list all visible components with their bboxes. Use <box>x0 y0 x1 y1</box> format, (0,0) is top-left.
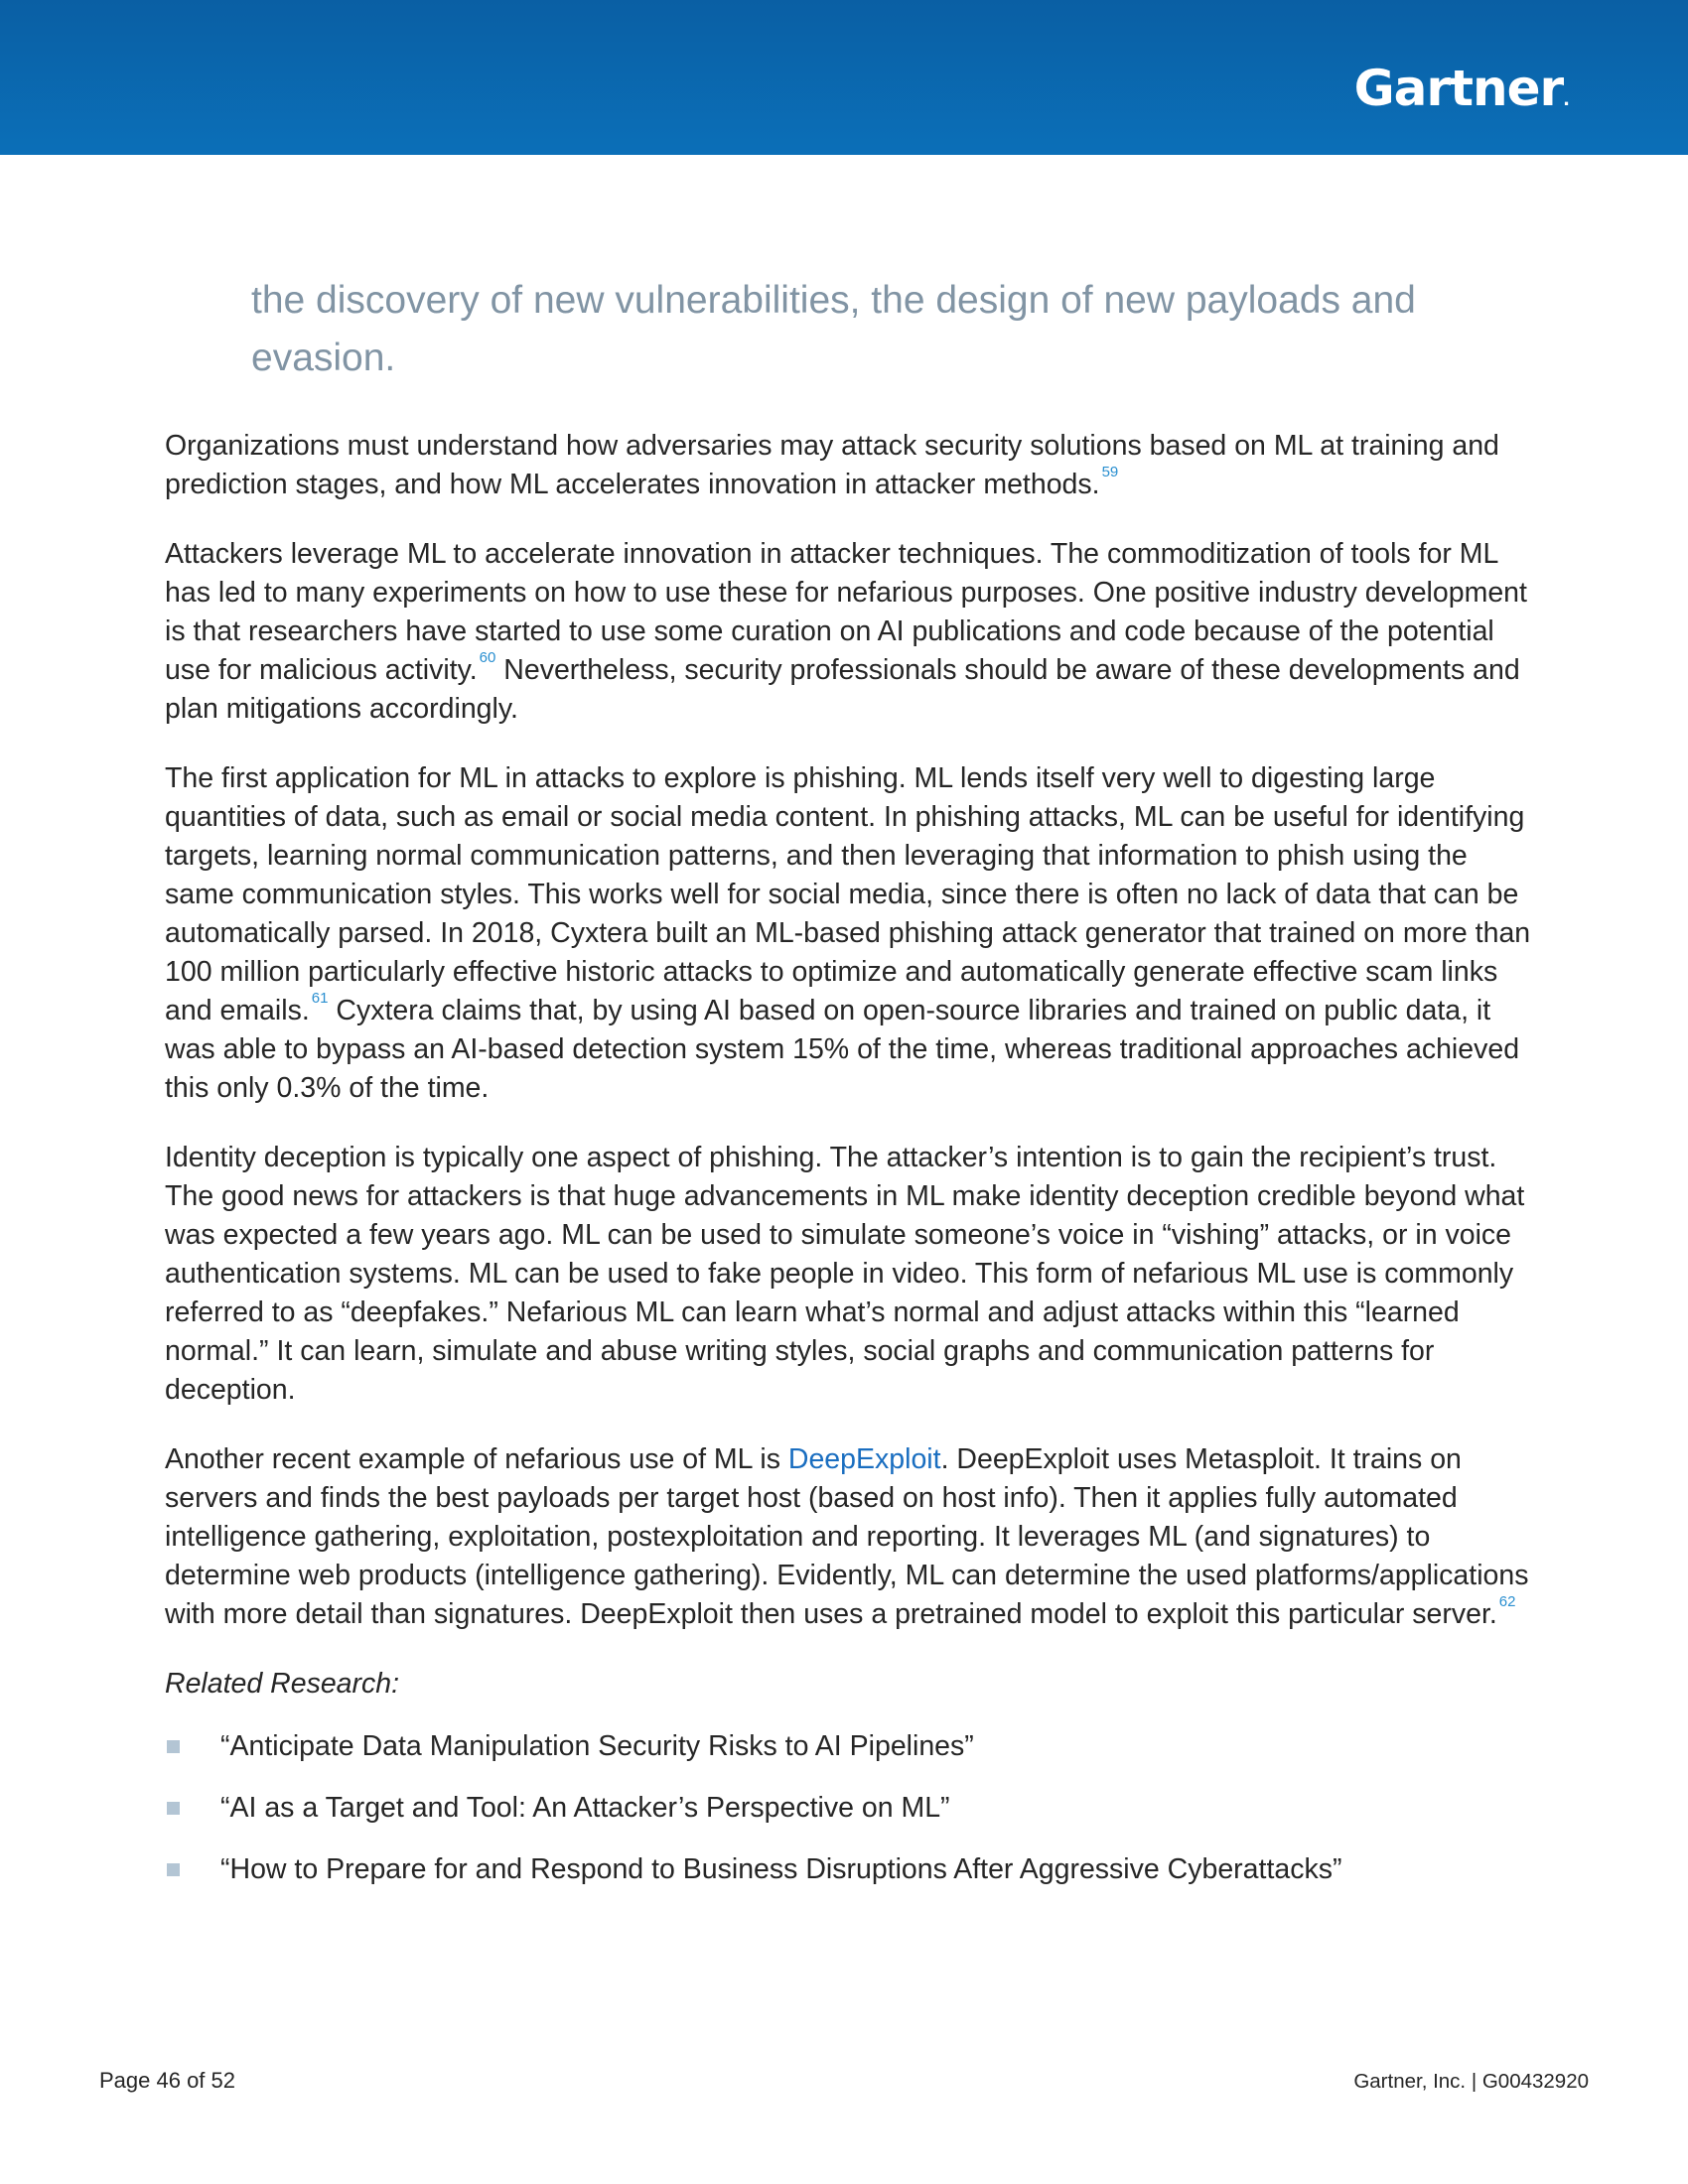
paragraph-text-continued: . DeepExploit uses Metasploit. It trains on servers and finds the best payloads per target host (based on host info). Then it applies fully automated intelligence gathering, exploitation, postexploitation and reporting. It leverages ML (and signatures) to determine web products (intelligence gathering). Evidently, ML can determine the used platforms/applications with more detail than signatures. DeepExploit then uses a pretrained model to exploit this particular server. <box>165 1443 1529 1630</box>
paragraph-text: The first application for ML in attacks to explore is phishing. ML lends itself very well to digesting large quantities of data, such as email or social media content. In phishing attacks, ML can be useful for identifying targets, learning normal communication patterns, and then leveraging that information to phish using the same communication styles. This works well for social media, since there is often no lack of data that can be automatically parsed. In 2018, Cyxtera built an ML-based phishing attack generator that trained on more than 100 million particularly effective historic attacks to optimize and automatically generate effective scam links and emails. <box>165 762 1531 1026</box>
square-bullet-icon <box>167 1740 180 1753</box>
paragraph-attackers-leverage-ml <box>165 535 1535 729</box>
related-research-item <box>165 1789 1535 1828</box>
document-id: Gartner, Inc. | G00432920 <box>1353 2070 1589 2093</box>
paragraph-text-continued: Nevertheless, security professionals should be aware of these developments and plan mitigations accordingly. <box>165 654 1520 725</box>
square-bullet-icon <box>167 1802 180 1815</box>
footnote-ref-61[interactable]: 61 <box>311 990 329 1007</box>
paragraph-text: Another recent example of nefarious use of ML is <box>165 1443 788 1475</box>
related-research-link[interactable]: “How to Prepare for and Respond to Business Disruptions After Aggressive Cyberattacks” <box>220 1853 1342 1885</box>
square-bullet-icon <box>167 1863 180 1876</box>
paragraph-text-continued: Cyxtera claims that, by using AI based on open-source libraries and trained on public data, it was able to bypass an AI-based detection system 15% of the time, whereas traditional approaches achieved this only 0.3% of the time. <box>165 995 1520 1104</box>
body-text <box>165 427 1535 1912</box>
paragraph-text: Attackers leverage ML to accelerate innovation in attacker techniques. The commoditization of tools for ML has led to many experiments on how to use these for nefarious purposes. One positive industry development is that researchers have started to use some curation on AI publications and code because of the potential use for malicious activity. <box>165 538 1527 686</box>
paragraph-phishing <box>165 759 1535 1108</box>
page-number: Page 46 of 52 <box>99 2068 236 2093</box>
related-research-link[interactable]: “AI as a Target and Tool: An Attacker’s Perspective on ML” <box>220 1792 950 1824</box>
gartner-logo <box>1353 60 1569 117</box>
deepexploit-link[interactable]: DeepExploit <box>787 1443 941 1475</box>
paragraph-text: Identity deception is typically one aspect of phishing. The attacker’s intention is to gain the recipient’s trust. The good news for attackers is that huge advancements in ML make identity deception credible beyond what was expected a few years ago. ML can be used to simulate someone’s voice in “vishing” attacks, or in voice authentication systems. ML can be used to fake people in video. This form of nefarious ML use is commonly referred to as “deepfakes.” Nefarious ML can learn what’s normal and adjust attacks within this “learned normal.” It can learn, simulate and abuse writing styles, social graphs and communication patterns for deception. <box>165 1142 1525 1406</box>
related-research-heading: Related Research: <box>165 1668 400 1700</box>
footnote-ref-62[interactable]: 62 <box>1498 1593 1516 1610</box>
brand-mark: . <box>1563 89 1569 110</box>
pull-quote: the discovery of new vulnerabilities, the design of new payloads and evasion. <box>251 279 1416 379</box>
brand-name: Gartner <box>1353 60 1564 117</box>
footnote-ref-59[interactable]: 59 <box>1101 464 1119 480</box>
paragraph-deepexploit <box>165 1440 1535 1634</box>
paragraph-adversaries <box>165 427 1535 504</box>
related-research-item <box>165 1727 1535 1766</box>
paragraph-text: Organizations must understand how adversaries may attack security solutions based on ML at training and prediction stages, and how ML accelerates innovation in attacker methods. <box>165 430 1499 500</box>
footnote-ref-60[interactable]: 60 <box>479 649 496 666</box>
related-research-list <box>165 1727 1535 1889</box>
paragraph-identity-deception <box>165 1139 1535 1410</box>
header-band <box>0 0 1688 155</box>
related-research-item <box>165 1850 1535 1889</box>
related-research-link[interactable]: “Anticipate Data Manipulation Security Risks to AI Pipelines” <box>220 1730 974 1762</box>
